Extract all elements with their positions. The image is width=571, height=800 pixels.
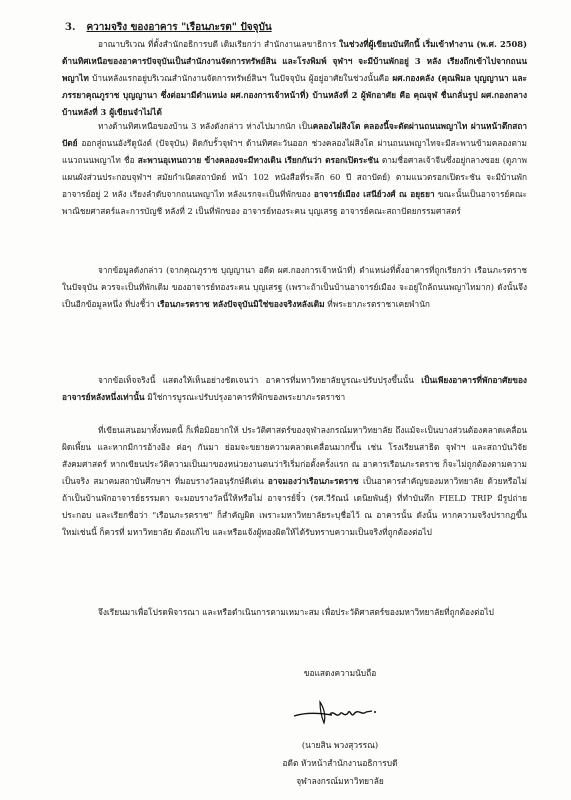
p5-text-c: เป็นอาคารสำคัญของมหาวิทยาลัย ด้วยหรือไม่ ถ้าเป็นบ้านพักอาจารย์ธรรมดา จะมอบรางวัลนี้ให้หรือไม่ อาจารย์จิ๋ว (รศ.วีรัณน์ เดนิยพันธุ์) ที่ทำบันทึก FIELD TRIP มีรูปถ่ายประกอบ และเรียกชื่อว่า "เรือนภะรตราช" ก็สำคัญผิด เพราะมหาวิทยาลัยระบุชื่อไว้ ณ อาคารนั้น ดังนั้น หากความจริงปรากฏขึ้นใหม่เช่นนี้ ก็ควรที่ มหาวิทยาลัย ต้องแก้ไข และหรือแจ้งผู้ทองผิดให้ได้รับทราบความเป็นจริงที่ถูกต้องต่อไป <box>62 476 527 537</box>
paragraph-6 <box>62 604 527 621</box>
signer-organization: จุฬาลงกรณ์มหาวิทยาลัย <box>296 776 384 786</box>
p4-text-a: จากข้อเท็จจริงนี้ แสดงให้เห็นอย่างชัดเจนว่า อาคารที่มหาวิทยาลัยบูรณะปรับปรุงขึ้นนั้น <box>98 375 414 385</box>
section-title: ความจริง ของอาคาร "เรือนภะรต" ปัจจุบัน <box>86 22 272 33</box>
p4-text-b: เป็นเพียงอาคารที่พักอาศัยของอาจารย์หลังหนึ่งเท่านั้น <box>62 375 527 402</box>
p2-text-c: คลองนี้จะตัดผ่านถนนพญาไท ผ่านหน้าตึกสถาปัตย์ <box>62 121 527 148</box>
p1-text-h: บ้านหลังที่ 3 ผู้เขียนจำไม่ได้ <box>62 107 162 117</box>
p1-text-a: อาณาบริเวณ ที่ตั้งสำนักอธิการบดี เดิมเรียกว่า สำนักงานเลขาธิการ <box>98 39 337 49</box>
p2-text-f: เรียกกันว่า ตรอกเปิดระชัน <box>284 155 379 165</box>
p2-text-d: ออกสู่ถนนอังรีดูนังต์ (ปัจจุบัน) ติดกับรั้วจุฬาฯ ด้านทิศตะวันออก ช่วงคลองไผ่สิงโต ผ่านถนนพญาไทจะมีสะพานข้ามคลองตามแนวถนนพญาไท ชื่อ <box>62 138 527 165</box>
paragraph-2 <box>62 118 527 220</box>
p1-text-e: บ้านหลังแรกอยู่บริเวณสำนักงานจัดการทรัพย์สินฯ ในปัจจุบัน ผู้อยู่อาศัยในช่วงนั้นคือ <box>92 73 390 83</box>
p1-text-d: จะมีบ้านพักอยู่ 3 หลัง เรียงถึกเข้าไปจากถนนพญาไท <box>62 56 527 83</box>
p2-text-i: ขณะนั้นเป็นอาจารย์คณะพาณิชยศาสตร์และการบัญชี หลังที่ 2 เป็นที่พักของ อาจารย์ทองระคน บุญเสรฐ อาจารย์คณะสถาปัตยกรรมศาสตร์ <box>62 189 528 216</box>
p3-text-a: จากข้อมูลดังกล่าว (จากคุณภูราช บุญญานา อดีต ผศ.กองการเจ้าหน้าที่) ตำแหน่งที่ตั้งอาคารที่ถูกเรียกว่า เรือนภะรตราช ในปัจจุบัน ควรจะเป็นที่พักเดิม ของอาจารย์ทองระคน บุญเสรฐ (เพราะถ้าเป็นบ้านอาจารย์เมือง จะอยู่ใกล้ถนนพญาไทมาก) ดังนั้นจึงเป็นอีกข้อมูลหนึ่ง ที่บ่งชี้ว่า <box>62 265 527 309</box>
closing-regards: ขอแสดงความนับถือ <box>303 668 377 678</box>
p6-text-a: จึงเรียนมาเพื่อโปรดพิจารณา และหรือดำเนินการตามเหมาะสม เพื่อประวัติศาสตร์ของมหาวิทยาลัยที่ถูกต้องต่อไป <box>98 607 494 617</box>
p1-text-c: ด้านทิศเหนือของอาคารปัจจุบันเป็นสำนักงานจัดการทรัพย์สิน และโรงพิมพ์ จุฬาฯ <box>62 56 353 66</box>
p3-text-b: เรือนภะรตราช หลังปัจจุบันมิใช่ของจริงหลังเดิม <box>157 299 325 309</box>
section-heading <box>65 20 272 35</box>
signer-name: (นายสิน พวงสุวรรณ) <box>301 740 379 750</box>
p2-text-e: สะพานอุเทนถวาย ข้างคลองจะมีทางเดิน <box>137 155 282 165</box>
p5-text-a: ที่เขียนเสนอมาทั้งหมดนี้ ก็เพื่อมิอยากให้ ประวัติศาสตร์ของจุฬาลงกรณ์มหาวิทยาลัย ถึงแม้จะเป็นบางส่วนต้องคลาดเคลื่อน ผิดเพี้ยน และหากมีการอ้างอิง ต่อๆ กันมา ย่อมจะขยายความคลาดเคลื่อนมากขึ้น เช่น โรงเรียนสาธิต จุฬาฯ และสถาบันวิจัยสังคมศาสตร์ หากเขียนประวัติความเป็นมาของหน่วยงานตนว่าริเริ่มก่อตั้งครั้งแรก ณ อาคารเรือนภะรตราช ก็จะไม่ถูกต้องตามความเป็นจริง สมาคมสถาบันศึกษาฯ ที่มอบรางวัลอนุรักษ์ดีเด่น <box>62 425 527 486</box>
paragraph-3 <box>62 262 527 313</box>
paragraph-5 <box>62 422 527 541</box>
signature-image <box>240 690 440 730</box>
p2-text-g: ตามชื่อศาลเจ้าจีนซึ่งอยู่กลางซอย (ดูภาพแผนผังส่วนประกอบจุฬาฯ สมัยกำเนิดสถาบัตย์ หน้า 102 หนังสือที่ระลึก 60 ปี สถาปัตย์) ตามแนวตรอกเปิดระชัน จะมีบ้านพักอาจารย์อยู่ 2 หลัง เรียงลำดับจากถนนพญาไท หลังแรกจะเป็นที่พักของ <box>62 155 527 199</box>
p5-text-b: อาจมองว่าเรือนภะรตราช <box>267 476 359 486</box>
paragraph-4 <box>62 372 527 406</box>
p3-text-c: ที่พระยาภะรตราชาเคยพำนัก <box>327 299 430 309</box>
p1-text-g: บ้านหลังที่ 2 ผู้พักอาศัย คือ คุณจุฬ ชื่นกลั่นรูป ผศ.กองกลาง <box>312 90 527 100</box>
paragraph-1 <box>62 36 527 121</box>
p1-text-b: ในช่วงที่ผู้เขียนบันทึกนี้ เริ่มเข้าทำงาน (พ.ศ. 2508) <box>339 39 527 49</box>
p2-text-b: คลองไผ่สิงโต <box>312 121 361 131</box>
p1-text-f: ผศ.กองคลัง (คุณพิมล บุญญานา และภรรยาคุณภูราช บุญญานา ซึ่งต่อมามีตำแหน่ง ผศ.กองการเจ้าหน้าที่) <box>62 73 528 100</box>
section-number: 3. <box>65 22 76 33</box>
handwritten-signature-icon <box>280 690 400 730</box>
p2-text-a: ทางด้านทิศเหนือของบ้าน 3 หลังดังกล่าว ห่างไปมากนัก เป็น <box>98 121 313 131</box>
p4-text-c: มิใช่การบูรณะปรับปรุงอาคารที่พักของพระยาภะรตราชา <box>147 392 346 402</box>
signer-title: อดีต หัวหน้าสำนักงานอธิการบดี <box>282 758 398 768</box>
p2-text-h: อาจารย์เมือง เสนีย์วงศ์ ณ อยุธยา <box>313 189 435 199</box>
